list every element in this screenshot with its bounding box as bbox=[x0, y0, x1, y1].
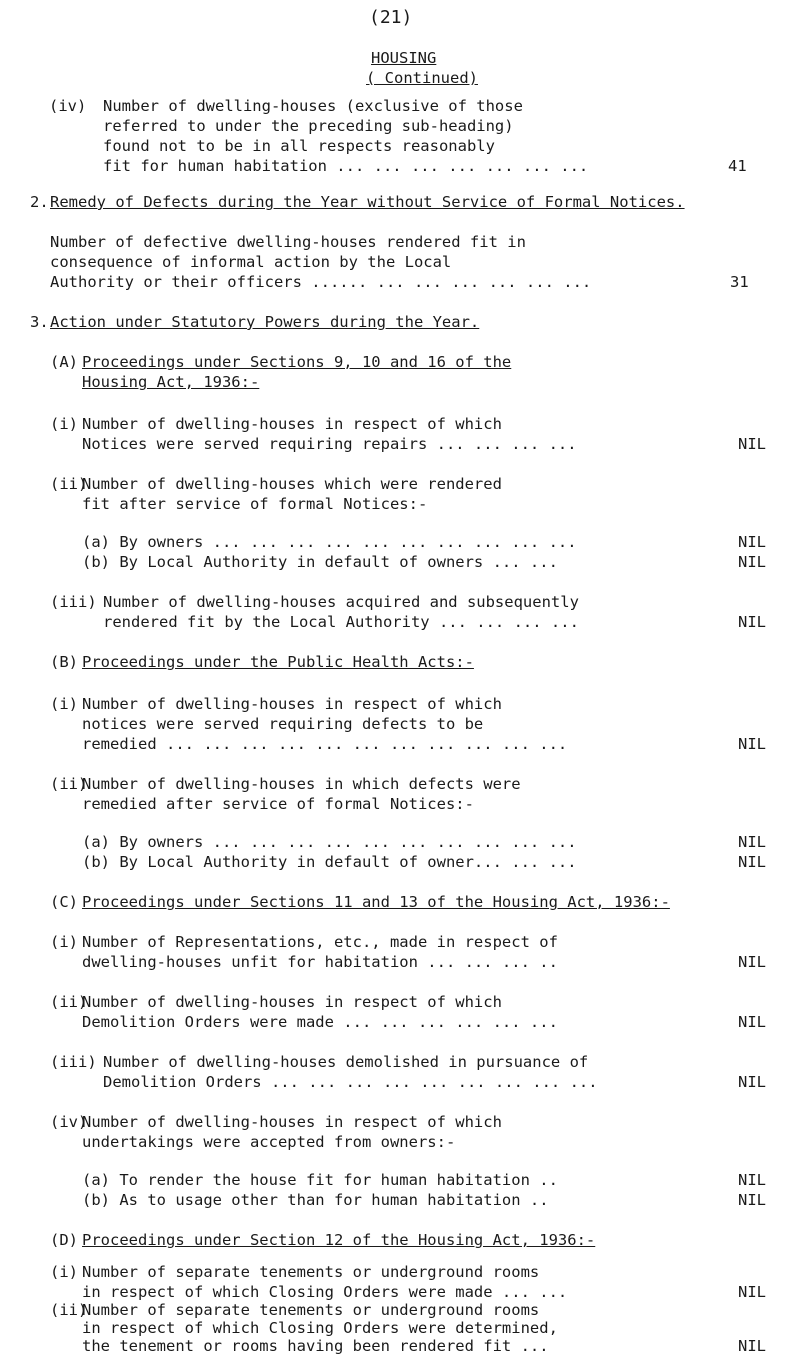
item-iv-line: found not to be in all respects reasonably bbox=[103, 137, 495, 155]
section-2-line: Number of defective dwelling-houses rendered fit in bbox=[50, 233, 526, 251]
item-iv-value: 41 bbox=[728, 157, 747, 175]
section-3-title: Action under Statutory Powers during the Year. bbox=[50, 313, 480, 331]
a-i-label: (i) bbox=[50, 415, 78, 433]
c-ii-label: (ii) bbox=[50, 993, 88, 1011]
section-2-title: Remedy of Defects during the Year without Service of Formal Notices. bbox=[50, 193, 685, 211]
c-i-line: Number of Representations, etc., made in respect of bbox=[82, 933, 558, 951]
b-ii-b-value: NIL bbox=[738, 853, 766, 871]
b-i-line: notices were served requiring defects to be bbox=[82, 715, 484, 733]
c-iii-line: Demolition Orders ... ... ... ... ... ... ... ... ... bbox=[103, 1073, 598, 1091]
a-ii-b-value: NIL bbox=[738, 553, 766, 571]
c-iv-line: undertakings were accepted from owners:- bbox=[82, 1133, 456, 1151]
c-i-line: dwelling-houses unfit for habitation ... ... ... .. bbox=[82, 953, 558, 971]
b-i-line: remedied ... ... ... ... ... ... ... ... ... ... ... bbox=[82, 735, 568, 753]
d-ii-label: (ii) bbox=[50, 1301, 88, 1319]
section-2-line: Authority or their officers ...... ... ... ... ... ... ... bbox=[50, 273, 592, 291]
a-iii-value: NIL bbox=[738, 613, 766, 631]
subsection-b-title: Proceedings under the Public Health Acts:- bbox=[82, 653, 474, 671]
a-i-value: NIL bbox=[738, 435, 766, 453]
c-iv-label: (iv) bbox=[50, 1113, 88, 1131]
d-ii-line: in respect of which Closing Orders were determined, bbox=[82, 1319, 558, 1337]
section-2-label: 2. bbox=[30, 193, 49, 211]
b-i-line: Number of dwelling-houses in respect of which bbox=[82, 695, 502, 713]
c-iii-line: Number of dwelling-houses demolished in pursuance of bbox=[103, 1053, 589, 1071]
page-title: HOUSING bbox=[371, 49, 437, 67]
item-iv-line: Number of dwelling-houses (exclusive of those bbox=[103, 97, 523, 115]
a-ii-a-value: NIL bbox=[738, 533, 766, 551]
c-iii-value: NIL bbox=[738, 1073, 766, 1091]
c-i-label: (i) bbox=[50, 933, 78, 951]
subsection-b-label: (B) bbox=[50, 653, 78, 671]
a-iii-line: rendered fit by the Local Authority ... ... ... ... bbox=[103, 613, 579, 631]
b-ii-line: Number of dwelling-houses in which defects were bbox=[82, 775, 521, 793]
c-i-value: NIL bbox=[738, 953, 766, 971]
b-ii-label: (ii) bbox=[50, 775, 88, 793]
b-i-value: NIL bbox=[738, 735, 766, 753]
subsection-a-title: Housing Act, 1936:- bbox=[82, 373, 260, 391]
item-iv-line: fit for human habitation ... ... ... ... ... ... ... bbox=[103, 157, 589, 175]
a-ii-label: (ii) bbox=[50, 475, 88, 493]
section-3-label: 3. bbox=[30, 313, 49, 331]
c-ii-value: NIL bbox=[738, 1013, 766, 1031]
c-ii-line: Demolition Orders were made ... ... ... ... ... ... bbox=[82, 1013, 558, 1031]
a-i-line: Number of dwelling-houses in respect of which bbox=[82, 415, 502, 433]
d-ii-line: the tenement or rooms having been rendered fit ... bbox=[82, 1337, 549, 1355]
section-2-value: 31 bbox=[730, 273, 749, 291]
d-i-line: in respect of which Closing Orders were made ... ... bbox=[82, 1283, 568, 1301]
c-iv-b-line: (b) As to usage other than for human habitation .. bbox=[82, 1191, 549, 1209]
d-i-label: (i) bbox=[50, 1263, 78, 1281]
b-ii-b-line: (b) By Local Authority in default of owner... ... ... bbox=[82, 853, 577, 871]
c-iv-a-line: (a) To render the house fit for human habitation .. bbox=[82, 1171, 558, 1189]
a-i-line: Notices were served requiring repairs ... ... ... ... bbox=[82, 435, 577, 453]
item-iv-label: (iv) bbox=[49, 97, 87, 115]
b-ii-a-value: NIL bbox=[738, 833, 766, 851]
subsection-a-title: Proceedings under Sections 9, 10 and 16 of the bbox=[82, 353, 512, 371]
subsection-c-title: Proceedings under Sections 11 and 13 of the Housing Act, 1936:- bbox=[82, 893, 670, 911]
page-subtitle: ( Continued) bbox=[366, 69, 478, 87]
b-i-label: (i) bbox=[50, 695, 78, 713]
c-iii-label: (iii) bbox=[50, 1053, 97, 1071]
a-ii-line: fit after service of formal Notices:- bbox=[82, 495, 428, 513]
a-ii-line: Number of dwelling-houses which were rendered bbox=[82, 475, 502, 493]
item-iv-line: referred to under the preceding sub-heading) bbox=[103, 117, 514, 135]
subsection-d-title: Proceedings under Section 12 of the Housing Act, 1936:- bbox=[82, 1231, 596, 1249]
section-2-line: consequence of informal action by the Local bbox=[50, 253, 452, 271]
a-ii-a-line: (a) By owners ... ... ... ... ... ... ... ... ... ... bbox=[82, 533, 577, 551]
page-number: (21) bbox=[369, 7, 413, 28]
subsection-a-label: (A) bbox=[50, 353, 78, 371]
d-ii-value: NIL bbox=[738, 1337, 766, 1355]
d-ii-line: Number of separate tenements or underground rooms bbox=[82, 1301, 540, 1319]
c-iv-a-value: NIL bbox=[738, 1171, 766, 1189]
c-ii-line: Number of dwelling-houses in respect of which bbox=[82, 993, 502, 1011]
a-iii-label: (iii) bbox=[50, 593, 97, 611]
a-ii-b-line: (b) By Local Authority in default of owners ... ... bbox=[82, 553, 558, 571]
b-ii-line: remedied after service of formal Notices:- bbox=[82, 795, 474, 813]
a-iii-line: Number of dwelling-houses acquired and subsequently bbox=[103, 593, 579, 611]
subsection-c-label: (C) bbox=[50, 893, 78, 911]
c-iv-line: Number of dwelling-houses in respect of which bbox=[82, 1113, 502, 1131]
d-i-line: Number of separate tenements or underground rooms bbox=[82, 1263, 540, 1281]
b-ii-a-line: (a) By owners ... ... ... ... ... ... ... ... ... ... bbox=[82, 833, 577, 851]
d-i-value: NIL bbox=[738, 1283, 766, 1301]
c-iv-b-value: NIL bbox=[738, 1191, 766, 1209]
subsection-d-label: (D) bbox=[50, 1231, 78, 1249]
